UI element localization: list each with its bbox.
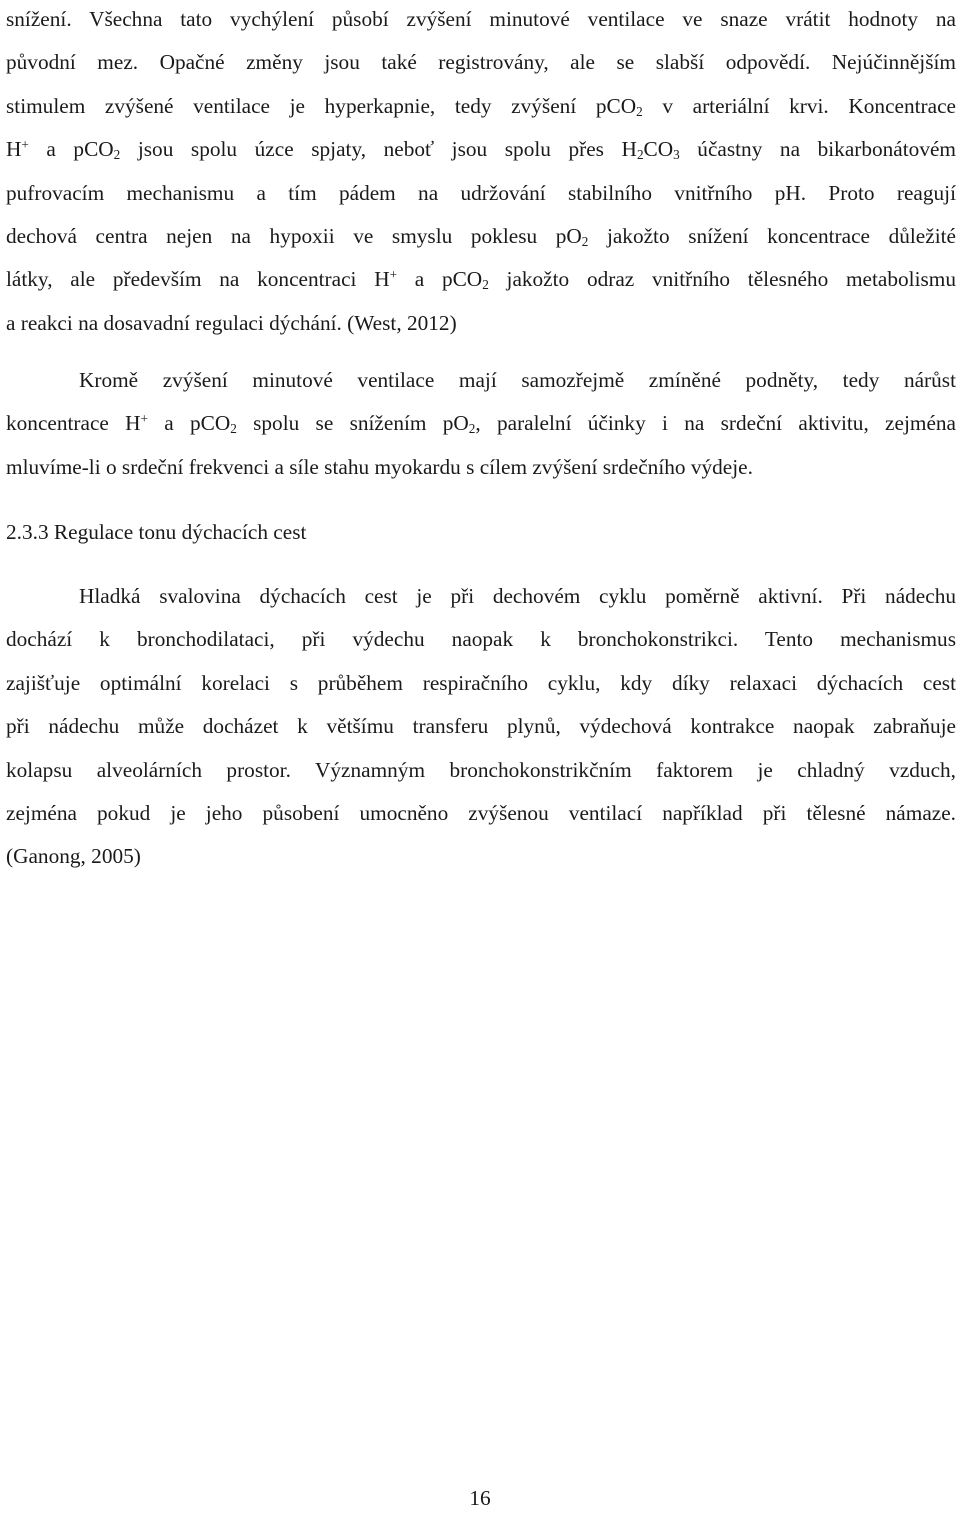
section-heading: 2.3.3 Regulace tonu dýchacích cest bbox=[6, 520, 307, 544]
text-run: koncentrace H bbox=[6, 411, 141, 436]
text-line bbox=[6, 178, 956, 208]
text-run: a pCO bbox=[28, 137, 114, 162]
text-line bbox=[6, 624, 956, 654]
text-run: stimulem zvýšené ventilace je hyperkapnie, tedy zvýšení pCO bbox=[6, 93, 637, 118]
text-run: a pCO bbox=[397, 267, 483, 292]
text-line bbox=[6, 4, 956, 34]
text-line bbox=[6, 264, 956, 294]
text-run: , paralelní účinky i na srdeční aktivitu, zejména bbox=[475, 411, 956, 436]
subscript: 2 bbox=[581, 233, 589, 249]
text-run: spolu se snížením pO bbox=[236, 411, 469, 436]
text-run: při nádechu může docházet k většímu transferu plynů, výdechová kontrakce naopak zabraňuje bbox=[6, 714, 956, 739]
text-run: v arteriální krvi. Koncentrace bbox=[642, 93, 956, 118]
text-run: dechová centra nejen na hypoxii ve smyslu poklesu pO bbox=[6, 224, 582, 248]
text-run: Hladká svalovina dýchacích cest je při dechovém cyklu poměrně aktivní. Při nádechu bbox=[79, 584, 956, 608]
text-line bbox=[79, 365, 956, 395]
text-run: a reakci na dosavadní regulaci dýchání. (West, 2012) bbox=[6, 310, 457, 335]
subscript: 2 bbox=[113, 147, 121, 163]
text-line bbox=[6, 452, 753, 482]
text-run: pufrovacím mechanismu a tím pádem na udržování stabilního vnitřního pH. Proto reagují bbox=[6, 180, 956, 205]
text-run: snížení. Všechna tato vychýlení působí zvýšení minutové ventilace ve snaze vrátit hodnoty na bbox=[6, 7, 956, 31]
text-run: (Ganong, 2005) bbox=[6, 844, 141, 869]
text-run: kolapsu alveolárních prostor. Významným bronchokonstrikčním faktorem je chladný vzduch, bbox=[6, 757, 956, 782]
text-run: H bbox=[6, 137, 22, 162]
subscript: 2 bbox=[636, 103, 643, 119]
text-line bbox=[79, 581, 956, 611]
subscript: 2 bbox=[468, 421, 476, 437]
text-run: CO bbox=[643, 137, 674, 162]
text-line bbox=[6, 221, 956, 251]
text-line bbox=[6, 668, 956, 698]
subscript: 3 bbox=[673, 147, 680, 163]
text-run: jakožto snížení koncentrace důležité bbox=[588, 224, 956, 248]
text-line bbox=[6, 91, 956, 121]
page-number: 16 bbox=[469, 1486, 491, 1510]
superscript: + bbox=[140, 411, 148, 427]
text-run: jsou spolu úzce spjaty, neboť jsou spolu přes H bbox=[120, 137, 637, 162]
text-run: Kromě zvýšení minutové ventilace mají samozřejmě zmíněné podněty, tedy nárůst bbox=[79, 368, 956, 392]
text-line bbox=[6, 711, 956, 741]
text-line bbox=[6, 755, 956, 785]
text-run: dochází k bronchodilataci, při výdechu naopak k bronchokonstrikci. Tento mechanismus bbox=[6, 627, 956, 652]
text-run: původní mez. Opačné změny jsou také registrovány, ale se slabší odpovědí. Nejúčinnějším bbox=[6, 50, 956, 75]
text-run: a pCO bbox=[147, 411, 231, 436]
text-run: mluvíme-li o srdeční frekvenci a síle stahu myokardu s cílem zvýšení srdečního výdeje. bbox=[6, 454, 753, 479]
text-run: jakožto odraz vnitřního tělesného metabolismu bbox=[488, 267, 956, 292]
text-run: účastny na bikarbonátovém bbox=[679, 137, 956, 162]
subscript: 2 bbox=[636, 147, 644, 163]
text-line bbox=[6, 47, 956, 77]
superscript: + bbox=[21, 136, 29, 152]
text-line bbox=[6, 308, 457, 338]
text-line bbox=[6, 408, 956, 438]
text-line bbox=[6, 798, 956, 828]
text-line bbox=[6, 841, 141, 871]
text-line bbox=[6, 134, 956, 164]
text-run: látky, ale především na koncentraci H bbox=[6, 267, 390, 292]
superscript: + bbox=[389, 267, 398, 283]
subscript: 2 bbox=[482, 277, 489, 293]
text-run: zajišťuje optimální korelaci s průběhem respiračního cyklu, kdy díky relaxaci dýchacích cest bbox=[6, 670, 956, 695]
text-run: zejména pokud je jeho působení umocněno zvýšenou ventilací například při tělesné námaze. bbox=[6, 801, 956, 825]
subscript: 2 bbox=[230, 421, 237, 437]
